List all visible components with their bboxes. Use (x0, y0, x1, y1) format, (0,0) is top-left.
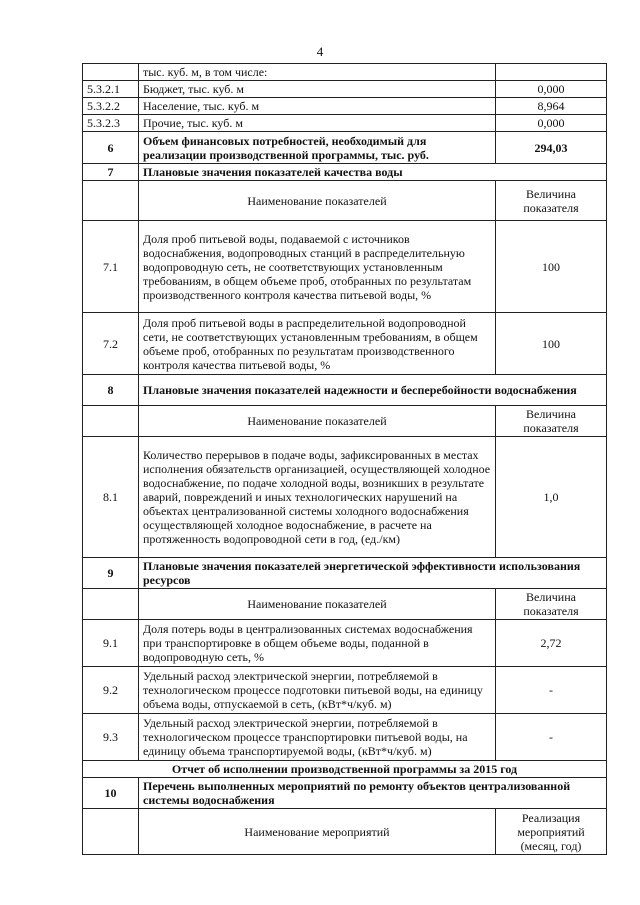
row-number: 9.3 (83, 714, 139, 761)
row-value: 294,03 (496, 132, 607, 164)
header-row (83, 406, 607, 437)
table-row (83, 81, 607, 98)
header-name: Наименование показателей (139, 589, 496, 620)
table-row (83, 667, 607, 714)
page-number: 4 (316, 44, 324, 59)
table-row (83, 620, 607, 667)
row-value: 0,000 (496, 115, 607, 132)
row-text: Бюджет, тыс. куб. м (139, 81, 496, 98)
header-value: Величина показателя (496, 406, 607, 437)
row-text: Население, тыс. куб. м (139, 98, 496, 115)
header-name: Наименование мероприятий (139, 809, 496, 855)
row-text: Количество перерывов в подаче воды, зафиксированных в местах исполнения обязательств организацией, осуществляющей холодное водоснабжение, по подаче холодной воды, возникших в результате аварий, повреждений и иных технологических нарушений на объектах централизованной системы холодного водоснабжения осуществляющей холодное водоснабжение, в расчете на протяженность водопроводной сети в год, (ед./км) (139, 437, 496, 558)
section-row (83, 558, 607, 589)
report-title: Отчет об исполнении производственной программы за 2015 год (83, 761, 607, 778)
section-number: 10 (83, 778, 139, 809)
table-row (83, 221, 607, 313)
row-number: 5.3.2.2 (83, 98, 139, 115)
section-row (83, 778, 607, 809)
row-number: 9.1 (83, 620, 139, 667)
row-number: 5.3.2.3 (83, 115, 139, 132)
report-row (83, 761, 607, 778)
header-value: Величина показателя (496, 589, 607, 620)
header-number-cell (83, 589, 139, 620)
row-text: Объем финансовых потребностей, необходимый для реализации производственной программы, тыс. руб. (139, 132, 496, 164)
row-number-cell (83, 64, 139, 81)
row-number: 9.2 (83, 667, 139, 714)
row-value: - (496, 714, 607, 761)
section-title: Плановые значения показателей надежности и бесперебойности водоснабжения (139, 375, 607, 406)
row-text: Доля проб питьевой воды, подаваемой с источников водоснабжения, водопроводных станций в распределительную водопроводную сеть, не соответствующих установленным требованиям, в общем объеме проб, отобранных по результатам производственного контроля качества питьевой воды, % (139, 221, 496, 313)
table-row (83, 437, 607, 558)
section-title: Плановые значения показателей энергетической эффективности использования ресурсов (139, 558, 607, 589)
row-text: Прочие, тыс. куб. м (139, 115, 496, 132)
table-row (83, 98, 607, 115)
header-name: Наименование показателей (139, 406, 496, 437)
header-row (83, 181, 607, 221)
table-row (83, 132, 607, 164)
row-value: 100 (496, 313, 607, 375)
header-row (83, 589, 607, 620)
header-number-cell (83, 181, 139, 221)
row-value: 1,0 (496, 437, 607, 558)
header-number-cell (83, 406, 139, 437)
header-value: Реализация мероприятий (месяц, год) (496, 809, 607, 855)
header-row (83, 809, 607, 855)
section-number: 9 (83, 558, 139, 589)
section-title: Перечень выполненных мероприятий по ремонту объектов централизованной системы водоснабжения (139, 778, 607, 809)
header-name: Наименование показателей (139, 181, 496, 221)
row-number: 8.1 (83, 437, 139, 558)
section-row (83, 375, 607, 406)
table-row (83, 115, 607, 132)
row-text: Доля проб питьевой воды в распределительной водопроводной сети, не соответствующих установленным требованиям, в общем объеме проб, отобранных по результатам производственного контроля качества питьевой воды, % (139, 313, 496, 375)
row-number: 5.3.2.1 (83, 81, 139, 98)
row-value: 8,964 (496, 98, 607, 115)
row-value: 0,000 (496, 81, 607, 98)
section-row (83, 164, 607, 181)
table-row (83, 714, 607, 761)
row-text: Удельный расход электрической энергии, потребляемой в технологическом процессе подготовки питьевой воды, на единицу объема воды, отпускаемой в сеть, (кВт*ч/куб. м) (139, 667, 496, 714)
row-number: 7.1 (83, 221, 139, 313)
table-row (83, 313, 607, 375)
row-text: тыс. куб. м, в том числе: (139, 64, 496, 81)
section-title: Плановые значения показателей качества воды (139, 164, 607, 181)
table-row (83, 64, 607, 81)
row-value (496, 64, 607, 81)
row-text: Удельный расход электрической энергии, потребляемой в технологическом процессе транспортировки питьевой воды, на единицу объема транспортируемой воды, (кВт*ч/куб. м) (139, 714, 496, 761)
program-table (82, 63, 607, 855)
section-number: 8 (83, 375, 139, 406)
header-value: Величина показателя (496, 181, 607, 221)
row-value: 100 (496, 221, 607, 313)
section-number: 7 (83, 164, 139, 181)
row-number: 6 (83, 132, 139, 164)
row-text: Доля потерь воды в централизованных системах водоснабжения при транспортировке в общем объеме воды, поданной в водопроводную сеть, % (139, 620, 496, 667)
header-number-cell (83, 809, 139, 855)
row-number: 7.2 (83, 313, 139, 375)
row-value: 2,72 (496, 620, 607, 667)
row-value: - (496, 667, 607, 714)
